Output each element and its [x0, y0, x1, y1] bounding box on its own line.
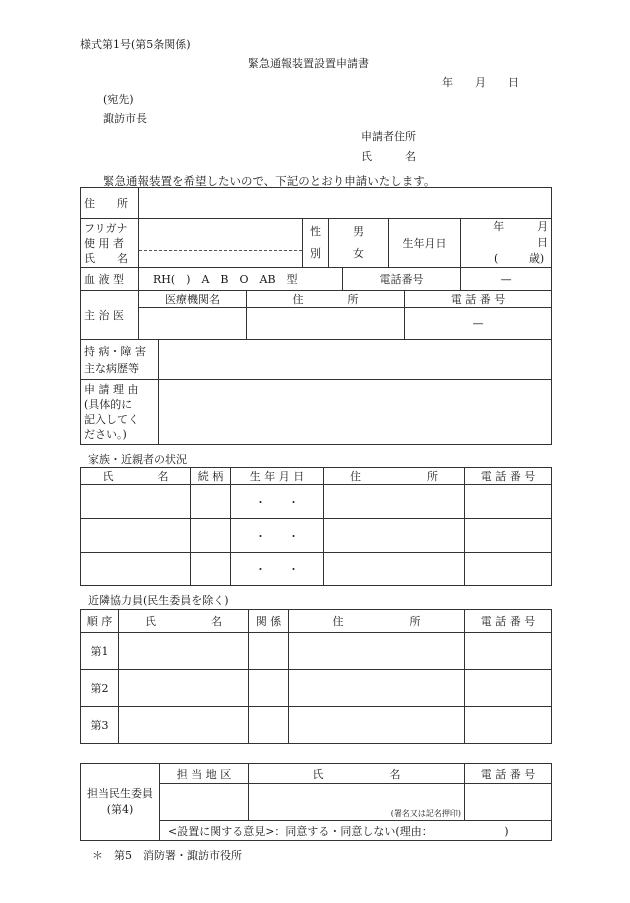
neighbor-relation-input[interactable] — [249, 707, 289, 744]
family-name-input[interactable] — [81, 519, 191, 553]
neighbor-name-input[interactable] — [119, 670, 249, 707]
family-relation-input[interactable] — [191, 553, 231, 586]
neighbors-col-name: 氏 名 — [119, 610, 249, 633]
intro-text: 緊急通報装置を希望したいので、下記のとおり申請いたします。 — [103, 174, 436, 188]
sex-label: 性 別 — [303, 219, 329, 268]
welfare-label: 担当民生委員 (第4) — [81, 764, 160, 841]
family-phone-input[interactable] — [465, 519, 552, 553]
welfare-name-input[interactable] — [249, 784, 465, 821]
family-address-input[interactable] — [324, 485, 465, 519]
welfare-phone-input[interactable] — [465, 784, 552, 821]
blood-type-label: 血 液 型 — [81, 268, 139, 291]
table-row — [81, 485, 552, 519]
welfare-col-name: 氏 名 — [249, 764, 465, 784]
address-input[interactable] — [139, 188, 552, 219]
family-birth-input[interactable]: ・ ・ — [231, 485, 324, 519]
form-title: 緊急通報装置設置申請書 — [248, 57, 369, 70]
neighbor-phone-input[interactable] — [465, 670, 552, 707]
family-address-input[interactable] — [324, 519, 465, 553]
table-row — [81, 707, 552, 744]
welfare-col-district: 担 当 地 区 — [160, 764, 249, 784]
phone-input[interactable]: — — [461, 268, 552, 291]
applicant-name-label: 氏 名 — [361, 150, 416, 163]
doctor-address-header: 住 所 — [247, 291, 405, 308]
family-name-input[interactable] — [81, 553, 191, 586]
family-relation-input[interactable] — [191, 519, 231, 553]
welfare-opinion[interactable]: <設置に関する意見>：同意する・同意しない(理由： ) — [160, 821, 552, 841]
neighbors-col-phone: 電 話 番 号 — [465, 610, 552, 633]
neighbor-address-input[interactable] — [289, 633, 465, 670]
table-row — [81, 633, 552, 670]
family-col-address: 住 所 — [324, 468, 465, 485]
table-row — [81, 553, 552, 586]
family-heading: 家族・近親者の状況 — [88, 453, 187, 466]
table-row — [81, 519, 552, 553]
doctor-label: 主 治 医 — [81, 291, 139, 340]
form-number: 様式第1号(第5条関係) — [80, 38, 191, 51]
family-name-input[interactable] — [81, 485, 191, 519]
applicant-address-label: 申請者住所 — [361, 130, 416, 143]
family-col-phone: 電 話 番 号 — [465, 468, 552, 485]
birthdate-label: 生年月日 — [389, 219, 461, 268]
neighbor-order: 第2 — [81, 670, 119, 707]
neighbors-heading: 近隣協力員(民生委員を除く) — [88, 594, 229, 607]
neighbors-table — [80, 609, 552, 744]
family-phone-input[interactable] — [465, 485, 552, 519]
neighbors-col-address: 住 所 — [289, 610, 465, 633]
table-row — [81, 670, 552, 707]
reason-label: 申 請 理 由 (具体的に 記入してく ださい。) — [81, 380, 159, 445]
neighbor-address-input[interactable] — [289, 670, 465, 707]
family-col-birth: 生 年 月 日 — [231, 468, 324, 485]
family-col-name: 氏 名 — [81, 468, 191, 485]
family-phone-input[interactable] — [465, 553, 552, 586]
reason-input[interactable] — [159, 380, 552, 445]
institution-header: 医療機関名 — [139, 291, 247, 308]
illness-input[interactable] — [159, 340, 552, 380]
neighbor-name-input[interactable] — [119, 633, 249, 670]
neighbor-relation-input[interactable] — [249, 633, 289, 670]
addressee: 諏訪市長 — [103, 112, 147, 125]
user-name-label: フリガナ 使 用 者 氏 名 — [81, 219, 139, 268]
neighbors-col-order: 順 序 — [81, 610, 119, 633]
family-col-relation: 続 柄 — [191, 468, 231, 485]
user-name-input[interactable] — [139, 219, 303, 268]
family-birth-input[interactable]: ・ ・ — [231, 553, 324, 586]
blood-type-value[interactable]: RH( ) A B O AB 型 — [139, 268, 343, 291]
neighbor-address-input[interactable] — [289, 707, 465, 744]
neighbor-phone-input[interactable] — [465, 707, 552, 744]
doctor-phone-header: 電 話 番 号 — [405, 291, 552, 308]
neighbor-order: 第1 — [81, 633, 119, 670]
doctor-address-input[interactable] — [247, 308, 405, 340]
address-label: 住 所 — [81, 188, 139, 219]
addressee-label: (宛先) — [103, 93, 134, 106]
neighbors-col-relation: 関 係 — [249, 610, 289, 633]
welfare-district-input[interactable] — [160, 784, 249, 821]
institution-input[interactable] — [139, 308, 247, 340]
phone-label: 電話番号 — [343, 268, 461, 291]
welfare-col-phone: 電 話 番 号 — [465, 764, 552, 784]
family-table — [80, 467, 552, 586]
welfare-table — [80, 763, 552, 841]
neighbor-name-input[interactable] — [119, 707, 249, 744]
signature-note: (署名又は記名押印) — [390, 809, 461, 818]
family-relation-input[interactable] — [191, 485, 231, 519]
sex-options[interactable]: 男 女 — [329, 219, 389, 268]
applicant-table — [80, 187, 582, 445]
birthdate-input[interactable]: 年 月 日 ( 歳) — [461, 219, 552, 268]
family-birth-input[interactable]: ・ ・ — [231, 519, 324, 553]
family-address-input[interactable] — [324, 553, 465, 586]
doctor-phone-input[interactable]: — — [405, 308, 552, 340]
illness-label: 持 病・障 害 主な病歴等 — [81, 340, 159, 380]
neighbor-relation-input[interactable] — [249, 670, 289, 707]
footnote: ＊ 第5 消防署・諏訪市役所 — [92, 849, 242, 862]
neighbor-order: 第3 — [81, 707, 119, 744]
neighbor-phone-input[interactable] — [465, 633, 552, 670]
date-line: 年 月 日 — [442, 76, 519, 89]
